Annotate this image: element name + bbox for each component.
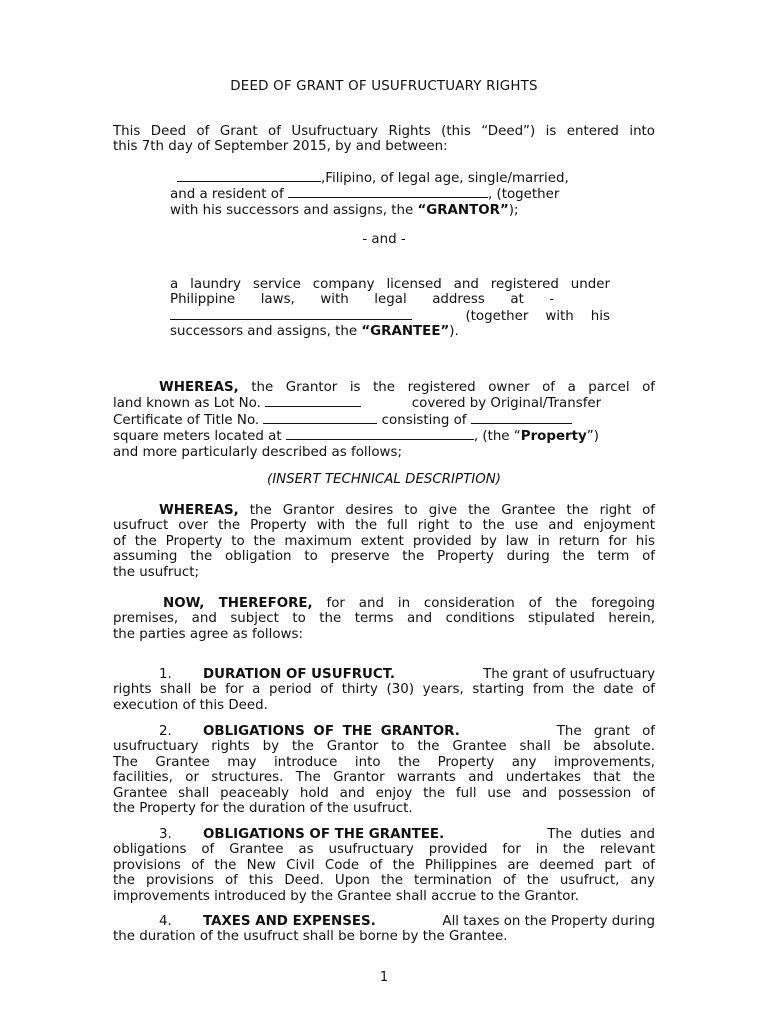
grantor-line-text: and a resident of bbox=[170, 187, 288, 203]
property-label: Property bbox=[520, 429, 587, 445]
clause-heading: OBLIGATIONS OF THE GRANTOR. bbox=[203, 724, 460, 739]
insert-text: (INSERT TECHNICAL DESCRIPTION) bbox=[266, 472, 501, 487]
clause-heading-line bbox=[113, 724, 655, 739]
grantee-line bbox=[170, 308, 610, 324]
grantor-line bbox=[170, 203, 610, 218]
grantor-line-text: with his successors and assigns, the bbox=[170, 202, 418, 218]
document-title: DEED OF GRANT OF USUFRUCTUARY RIGHTS bbox=[230, 79, 538, 94]
grantee-address-blank bbox=[170, 308, 412, 320]
clause-text: The grant of bbox=[556, 724, 655, 739]
whereas-line bbox=[113, 503, 655, 518]
and-separator: - and - bbox=[362, 232, 406, 247]
whereas-line-text: covered by Original/Transfer bbox=[411, 396, 602, 412]
area-blank bbox=[471, 412, 572, 424]
whereas-line: and more particularly described as follows; bbox=[113, 444, 402, 460]
clause-line: usufructuary rights by the Grantor to the Grantee shall be absolute. bbox=[113, 739, 655, 755]
clause-4 bbox=[113, 914, 655, 945]
whereas-line bbox=[113, 380, 655, 395]
clause-heading: DURATION OF USUFRUCT. bbox=[203, 667, 395, 682]
clause-number: 3. bbox=[159, 827, 172, 842]
intro-line: this 7th day of September 2015, by and between: bbox=[113, 139, 448, 155]
grantor-name-blank bbox=[177, 170, 321, 182]
whereas-line-text: the Grantor desires to give the Grantee the right of bbox=[238, 503, 655, 518]
clause-number: 2. bbox=[159, 724, 172, 739]
grantee-label: “GRANTEE” bbox=[361, 324, 450, 340]
now-line: premises, and subject to the terms and conditions stipulated herein, bbox=[113, 611, 655, 627]
clause-line: The Grantee may introduce into the Property any improvements, bbox=[113, 754, 655, 770]
now-therefore-label: NOW, THEREFORE, bbox=[163, 596, 313, 611]
whereas-line bbox=[113, 428, 655, 444]
clause-line: execution of this Deed. bbox=[113, 697, 268, 713]
clause-number: 4. bbox=[159, 914, 172, 929]
grantor-line-text: , (together bbox=[487, 187, 560, 203]
clause-2 bbox=[113, 724, 655, 816]
now-line: the parties agree as follows: bbox=[113, 626, 303, 642]
whereas-paragraph-1 bbox=[113, 380, 655, 460]
grantee-line: Philippine laws, with legal address at - bbox=[170, 292, 555, 308]
clause-heading-line bbox=[113, 667, 655, 682]
clause-heading: TAXES AND EXPENSES. bbox=[203, 914, 376, 929]
whereas-line-text: square meters located at bbox=[113, 429, 286, 445]
grantee-line-text: successors and assigns, the bbox=[170, 324, 362, 340]
grantee-line-text: ). bbox=[449, 324, 459, 340]
grantee-line bbox=[170, 324, 610, 339]
now-line-text: for and in consideration of the foregoing bbox=[312, 596, 655, 611]
whereas-paragraph-2 bbox=[113, 503, 655, 580]
clause-heading-line bbox=[113, 914, 655, 929]
grantor-label: “GRANTOR” bbox=[417, 202, 509, 218]
whereas-line-text: the Grantor is the registered owner of a parcel of bbox=[238, 380, 655, 395]
now-line bbox=[113, 596, 655, 611]
clause-line: the provisions of this Deed. Upon the termination of the usufruct, any bbox=[113, 873, 655, 889]
location-blank bbox=[286, 428, 474, 440]
now-therefore-paragraph bbox=[113, 596, 655, 642]
clause-text: All taxes on the Property during bbox=[442, 914, 655, 929]
grantee-block bbox=[170, 277, 610, 340]
grantor-line bbox=[170, 186, 610, 202]
clause-line: improvements introduced by the Grantee shall accrue to the Grantor. bbox=[113, 888, 580, 904]
title-number-blank bbox=[263, 412, 377, 424]
whereas-line bbox=[113, 395, 655, 411]
clause-number: 1. bbox=[159, 667, 172, 682]
whereas-line: usufruct over the Property with the full right to the use and enjoyment bbox=[113, 518, 655, 534]
clause-heading: OBLIGATIONS OF THE GRANTEE. bbox=[203, 827, 445, 842]
whereas-line-text: land known as Lot No. bbox=[113, 396, 266, 412]
clause-line: provisions of the New Civil Code of the Philippines are deemed part of bbox=[113, 857, 655, 873]
whereas-line: of the Property to the maximum extent provided by law in return for his bbox=[113, 533, 655, 549]
grantor-line-text: ,Filipino, of legal age, single/married, bbox=[321, 171, 569, 186]
clause-line: obligations of Grantee as usufructuary provided for in the relevant bbox=[113, 842, 655, 858]
grantor-line-text: ); bbox=[508, 202, 519, 218]
grantor-address-blank bbox=[288, 186, 488, 198]
whereas-line-text: Certificate of Title No. bbox=[113, 412, 264, 428]
clause-3 bbox=[113, 827, 655, 904]
whereas-line: the usufruct; bbox=[113, 564, 200, 580]
whereas-line-text: , (the “ bbox=[473, 429, 521, 445]
lot-number-blank bbox=[265, 395, 361, 407]
whereas-line: assuming the obligation to preserve the Property during the term of bbox=[113, 549, 655, 565]
whereas-line-text: consisting of bbox=[377, 412, 471, 428]
clause-text: The grant of usufructuary bbox=[483, 667, 655, 682]
whereas-line-text: ”) bbox=[586, 429, 599, 445]
intro-line: This Deed of Grant of Usufructuary Rights (this “Deed”) is entered into bbox=[113, 124, 655, 139]
clause-line: Grantee shall peaceably hold and enjoy the full use and possession of bbox=[113, 785, 655, 801]
clause-line: rights shall be for a period of thirty (30) years, starting from the date of bbox=[113, 682, 655, 698]
clause-heading-line bbox=[113, 827, 655, 842]
insert-technical-description bbox=[0, 472, 768, 487]
whereas-label: WHEREAS, bbox=[159, 503, 239, 518]
clause-line: the duration of the usufruct shall be borne by the Grantee. bbox=[113, 929, 508, 945]
grantee-line-text: (together with his bbox=[465, 308, 610, 324]
intro-paragraph bbox=[113, 124, 655, 155]
page-number: 1 bbox=[379, 970, 389, 985]
whereas-line bbox=[113, 412, 655, 428]
grantee-line: a laundry service company licensed and registered under bbox=[170, 277, 610, 292]
whereas-label: WHEREAS, bbox=[159, 380, 239, 395]
grantor-block bbox=[170, 170, 610, 218]
clause-1 bbox=[113, 667, 655, 713]
clause-line: the Property for the duration of the usufruct. bbox=[113, 801, 413, 817]
clause-line: facilities, or structures. The Grantor warrants and undertakes that the bbox=[113, 770, 655, 786]
clause-text: The duties and bbox=[547, 827, 655, 842]
grantor-line bbox=[170, 170, 610, 186]
